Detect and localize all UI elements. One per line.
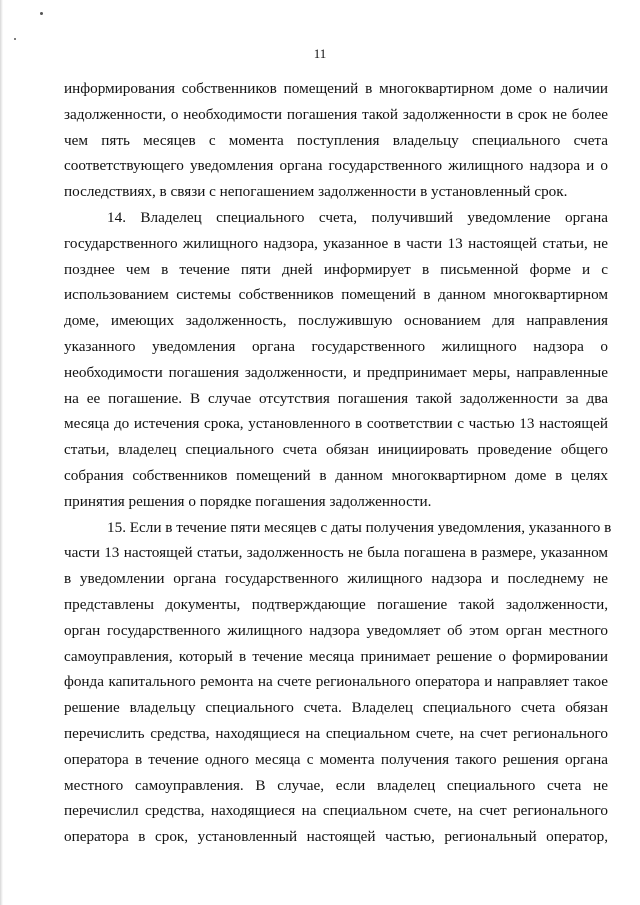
text-line: перечислить средства, находящиеся на специальном счете, на счет регионального [64, 724, 608, 742]
text-line: самоуправления, который в течение месяца принимает решение о формировании [64, 647, 608, 665]
paragraph-13-continuation [64, 76, 608, 205]
text-line: указанного уведомления органа государственного жилищного надзора о [64, 337, 608, 355]
text-line: позднее чем в течение пяти дней информирует в письменной форме и с [64, 260, 608, 278]
text-line: 15. Если в течение пяти месяцев с даты получения уведомления, указанного в [107, 518, 612, 536]
paragraph-14 [64, 205, 608, 515]
scan-speck [40, 12, 43, 15]
text-line: местного самоуправления. В случае, если владелец специального счета не [64, 776, 608, 794]
text-line: оператора в срок, установленный настоящей частью, региональный оператор, [64, 828, 608, 846]
text-line: государственного жилищного надзора, указанное в части 13 настоящей статьи, не [64, 234, 608, 252]
text-line: представлены документы, подтверждающие погашение такой задолженности, [64, 595, 608, 613]
text-line: информирования собственников помещений в многоквартирном доме о наличии [64, 80, 608, 97]
text-line: необходимости погашения задолженности, и предпринимает меры, направленные [64, 363, 608, 381]
paragraph-15 [64, 515, 612, 850]
text-line: фонда капитального ремонта на счете регионального оператора и направляет такое [64, 673, 608, 691]
text-line: принятия решения о порядке погашения задолженности. [64, 492, 432, 510]
text-line: решение владельцу специального счета. Владелец специального счета обязан [64, 699, 608, 717]
text-line: задолженности, о необходимости погашения такой задолженности в срок не более [64, 105, 608, 123]
text-line: последствиях, в связи с непогашением задолженности в установленный срок. [64, 183, 568, 201]
text-line: чем пять месяцев с момента поступления владельцу специального счета [64, 131, 608, 149]
body-text [64, 76, 612, 850]
text-line: орган государственного жилищного надзора уведомляет об этом орган местного [64, 621, 608, 639]
text-line: собрания собственников помещений в данном многоквартирном доме в целях [64, 466, 608, 484]
text-line: месяца до истечения срока, установленного в соответствии с частью 13 настоящей [64, 415, 608, 433]
text-line: 14. Владелец специального счета, получивший уведомление органа [107, 208, 608, 226]
text-line: на ее погашение. В случае отсутствия погашения такой задолженности за два [64, 389, 608, 407]
text-line: части 13 настоящей статьи, задолженность не была погашена в размере, указанном [64, 544, 608, 562]
page-number: 11 [313, 46, 327, 61]
text-line: статьи, владелец специального счета обязан инициировать проведение общего [64, 441, 608, 459]
text-line: оператора в течение одного месяца с момента получения такого решения органа [64, 750, 608, 768]
text-line: соответствующего уведомления органа государственного жилищного надзора и о [64, 157, 608, 175]
text-line: использованием системы собственников помещений в данном многоквартирном [64, 286, 608, 304]
text-line: в уведомлении органа государственного жилищного надзора и последнему не [64, 570, 608, 588]
text-line: перечислил средства, находящиеся на специальном счете, на счет регионального [64, 802, 608, 820]
scan-edge-shadow [0, 0, 3, 905]
scan-speck [14, 38, 16, 40]
text-line: доме, имеющих задолженность, послужившую основанием для направления [64, 312, 608, 330]
